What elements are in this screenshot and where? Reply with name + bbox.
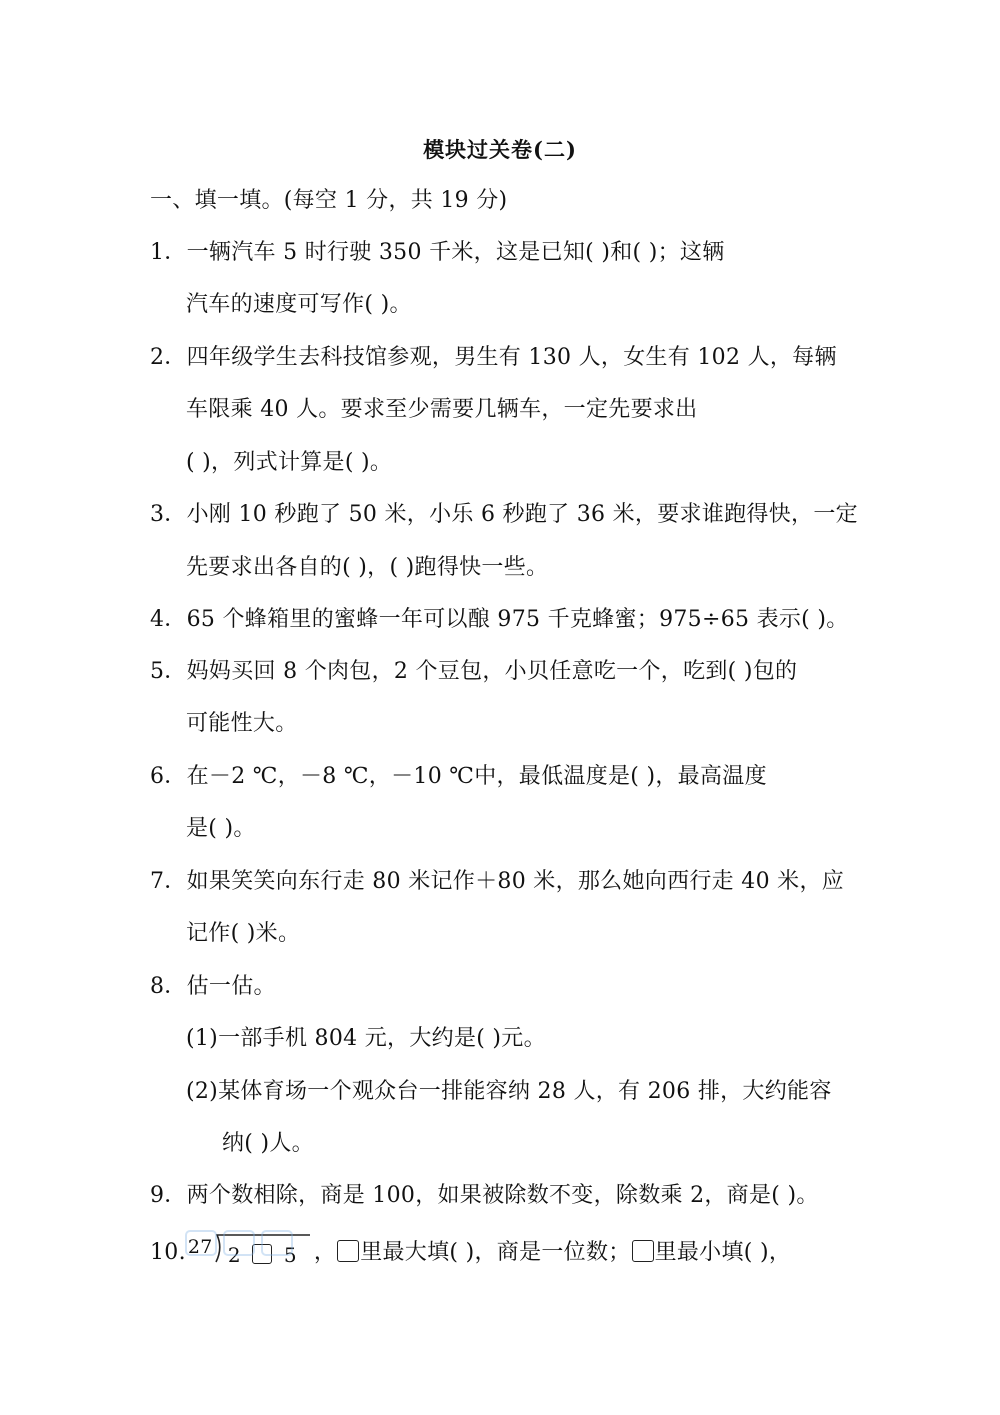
question-text: 两个数相除，商是 100，如果被除数不变，除数乘 2，商是( )。 [186, 1183, 819, 1208]
question-5-line-1 [150, 657, 797, 687]
question-text: 小刚 10 秒跑了 50 米，小乐 6 秒跑了 36 米，要求谁跑得快，一定 [186, 502, 858, 527]
question-2-line-3: ( )，列式计算是( )。 [186, 450, 393, 475]
long-division-figure [186, 1238, 314, 1268]
dividend-digit-1: 2 [227, 1243, 241, 1267]
question-8-sub-1: (1)一部手机 804 元，大约是( )元。 [186, 1026, 546, 1051]
question-number: 2． [150, 345, 187, 370]
question-number: 3． [150, 502, 187, 527]
question-text: 在－2 ℃，－8 ℃，－10 ℃中，最低温度是( )，最高温度 [186, 764, 767, 789]
question-number: 10. [150, 1240, 186, 1265]
section-heading: 一、填一填。(每空 1 分，共 19 分) [150, 188, 508, 213]
question-text: 里最大填( )，商是一位数； [360, 1240, 631, 1265]
question-7-line-1 [150, 867, 844, 897]
question-8-sub-2-cont: 纳( )人。 [222, 1131, 314, 1156]
question-text: 估一估。 [186, 974, 276, 999]
question-text: 65 个蜂箱里的蜜蜂一年可以酿 975 千克蜂蜜；975÷65 表示( )。 [186, 607, 849, 632]
question-6-line-2: 是( )。 [186, 816, 256, 841]
question-text: 四年级学生去科技馆参观，男生有 130 人，女生有 102 人，每辆 [186, 345, 837, 370]
question-8-line-1 [150, 972, 276, 1002]
comma-text: ， [313, 1240, 337, 1265]
question-9-line-1 [150, 1181, 819, 1211]
question-10-line-1 [150, 1238, 791, 1268]
question-1-line-1 [150, 238, 725, 268]
question-3-line-2: 先要求出各自的( )，( )跑得快一些。 [186, 555, 549, 580]
page-title: 模块过关卷(二) [423, 137, 577, 162]
divisor: 27 [187, 1236, 213, 1258]
question-6-line-1 [150, 762, 767, 792]
question-number: 4． [150, 607, 187, 632]
question-7-line-2: 记作( )米。 [186, 921, 301, 946]
question-2-line-1 [150, 343, 837, 373]
question-2-line-2: 车限乘 40 人。要求至少需要几辆车，一定先要求出 [186, 397, 698, 422]
question-text: 里最小填( )， [654, 1240, 792, 1265]
question-4-line-1 [150, 605, 849, 635]
question-number: 8． [150, 974, 187, 999]
question-text: 妈妈买回 8 个肉包，2 个豆包，小贝任意吃一个，吃到( )包的 [186, 659, 798, 684]
blank-box-icon [252, 1244, 272, 1264]
question-text: 一辆汽车 5 时行驶 350 千米，这是已知( )和( )；这辆 [186, 240, 725, 265]
question-number: 1． [150, 240, 187, 265]
question-1-line-2: 汽车的速度可写作( )。 [186, 292, 412, 317]
question-number: 5． [150, 659, 187, 684]
blank-box-icon [632, 1240, 654, 1262]
question-8-sub-2: (2)某体育场一个观众台一排能容纳 28 人，有 206 排，大约能容 [186, 1079, 832, 1104]
question-number: 9． [150, 1183, 187, 1208]
question-3-line-1 [150, 500, 858, 530]
question-number: 7． [150, 869, 187, 894]
dividend-digit-3: 5 [283, 1243, 297, 1267]
question-number: 6． [150, 764, 187, 789]
question-5-line-2: 可能性大。 [186, 711, 298, 736]
blank-box-icon [337, 1240, 359, 1262]
question-text: 如果笑笑向东行走 80 米记作＋80 米，那么她向西行走 40 米，应 [186, 869, 845, 894]
